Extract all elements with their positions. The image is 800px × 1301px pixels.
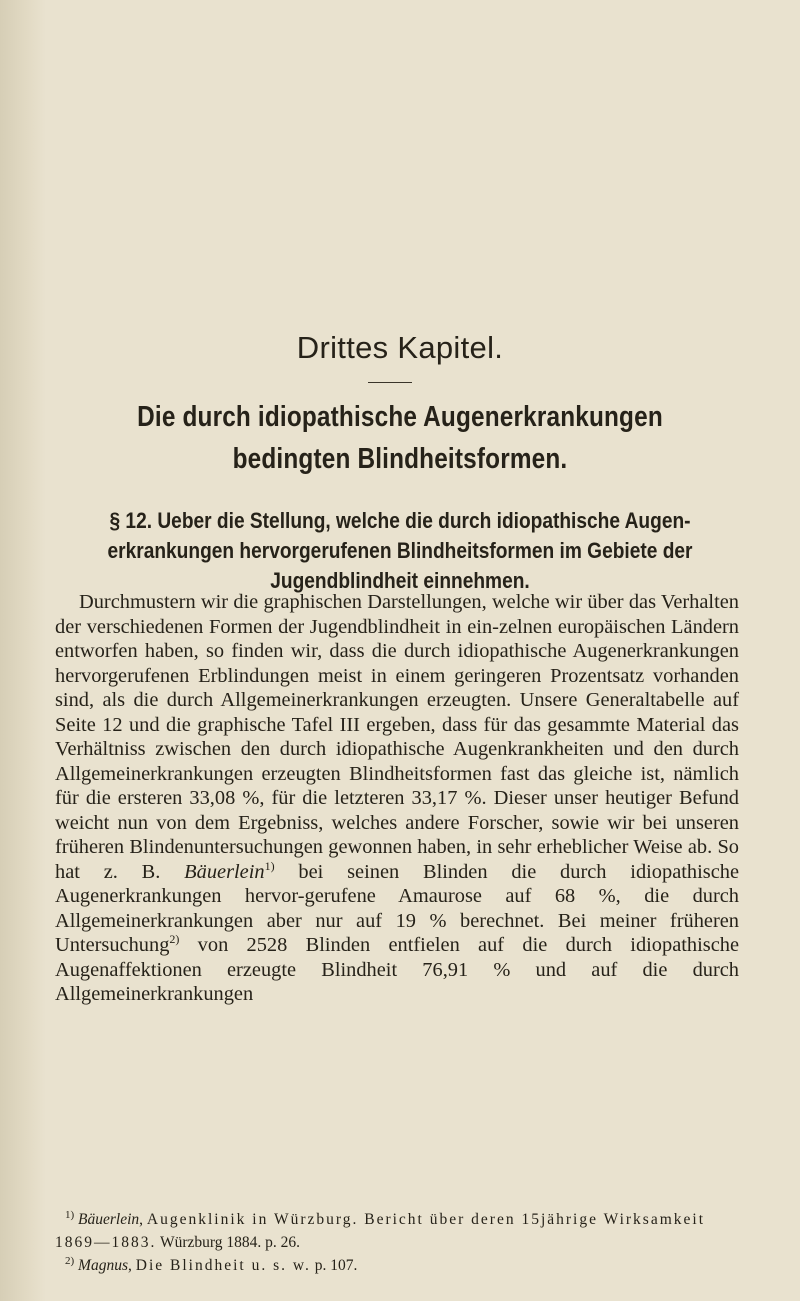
- footnote-1-title: Augenklinik in Würzburg. Bericht über deren 15jährige Wirksamkeit 1869—1883.: [55, 1211, 706, 1251]
- title-divider: [368, 382, 412, 383]
- footnote-1-number: 1): [65, 1208, 75, 1221]
- footnote-1-author: Bäuerlein: [78, 1211, 140, 1228]
- footnote-2-number: 2): [65, 1254, 75, 1267]
- footnote-2-title: Die Blindheit u. s. w.: [135, 1257, 311, 1274]
- footnotes: [55, 1208, 745, 1277]
- footnote-2-reference: p. 107.: [314, 1257, 358, 1274]
- footnote-2: $^{2)}$ Magnus, Die Blindheit u. s. w. p. 107.: [65, 1254, 358, 1274]
- footnote-1-reference: Würzburg 1884. p. 26.: [159, 1234, 301, 1251]
- chapter-title: Drittes Kapitel.: [296, 330, 504, 365]
- footnote-2-author: Magnus: [78, 1257, 128, 1274]
- body-text-part-1: Durchmustern wir die graphischen Darstellungen, welche wir über das Verhalten der verschiedenen Formen der Jugendblindheit in ein-zelnen europäischen Ländern entworfen haben, so finden wir, dass die durch idiopathische Augenerkrankungen hervorgerufenen Erblindungen meist in einem geringeren Prozentsatz vorhanden sind, als die durch Allgemeinerkrankungen erzeugten. Unsere Generaltabelle auf Seite 12 und die graphische Tafel III ergeben, dass für das gesammte Material das Verhältniss zwischen den durch idiopathische Augenkrankheiten und den durch Allgemeinerkrankungen erzeugten Blindheitsformen fast das gleiche ist, nämlich für die ersteren 33,08 %, für die letzteren 33,17 %. Dieser unser heutiger Befund weicht nun von dem Ergebniss, welches andere Forscher, sowie wir bei unseren früheren Blindenuntersuchungen gewonnen haben, in sehr erheblicher Weise ab. So hat z. B.: [55, 591, 739, 883]
- footnote-1: $^{1)}$ Bäuerlein, Augenklinik in Würzburg. Bericht über deren 15jährige Wirksamkeit 1869—1883. Würzburg 1884. p. 26.: [55, 1208, 706, 1251]
- body-text-part-3: von 2528 Blinden entfielen auf die durch idiopathische Augenaffektionen erzeugte Blindheit 76,91 % und auf die durch Allgemeinerkrankungen: [55, 934, 739, 1005]
- section-number: § 12.: [109, 508, 153, 533]
- chapter-main-heading: Die durch idiopathische Augenerkrankungen bedingten Blindheitsformen.: [137, 401, 663, 475]
- body-paragraph: [55, 590, 739, 1007]
- footnote-marker-1: 1): [264, 858, 275, 873]
- footnote-marker-2: 2): [169, 932, 180, 947]
- body-text-part-2: bei seinen Blinden die durch idiopathische Augenerkrankungen hervor-gerufene Amaurose auf 68 %, die durch Allgemeinerkrankungen aber nur auf 19 % berechnet. Bei meiner früheren Untersuchung: [55, 860, 740, 956]
- author-reference-bauerlein: Bäuerlein: [184, 860, 265, 883]
- section-heading: [69, 506, 730, 596]
- section-title: Ueber die Stellung, welche die durch idiopathische Augen-erkrankungen hervorgerufenen Blindheitsformen im Gebiete der Jugendblindheit einnehmen.: [107, 508, 693, 593]
